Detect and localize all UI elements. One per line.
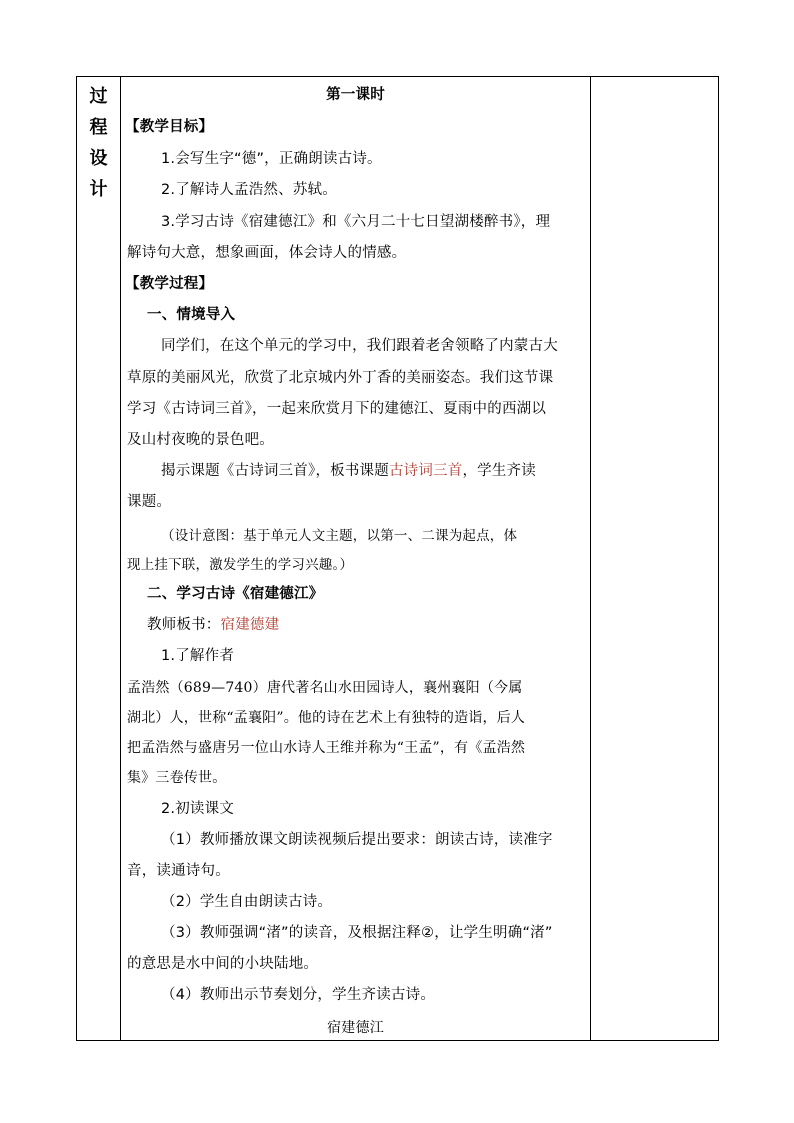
goal-item: 2.了解诗人孟浩然、苏轼。 — [161, 182, 337, 198]
board-red-text: 宿建德建 — [220, 617, 280, 633]
section2-title: 二、学习古诗《宿建德江》 — [147, 586, 324, 602]
reveal-line-2: 课题。 — [127, 494, 172, 510]
read-line: （1）教师播放课文朗读视频后提出要求：朗读古诗，读准字 — [161, 832, 553, 848]
read-line: （3）教师强调“渚”的读音，及根据注释②，让学生明确“渚” — [161, 925, 553, 941]
intro-line: 及山村夜晚的景色吧。 — [127, 432, 274, 448]
reveal-text: 揭示课题《古诗词三首》，板书课题 — [161, 463, 389, 479]
lesson-plan-table — [76, 76, 719, 1041]
read-line: 的意思是水中间的小块陆地。 — [127, 956, 319, 972]
process-heading: 【教学过程】 — [125, 276, 214, 292]
goal-item: 3.学习古诗《宿建德江》和《六月二十七日望湖楼醉书》，理 — [161, 214, 551, 230]
poem-title: 宿建德江 — [327, 1020, 384, 1036]
section1-title: 一、情境导入 — [147, 307, 236, 323]
design-note: （设计意图：基于单元人文主题，以第一、二课为起点，体 — [161, 528, 518, 544]
goals-heading: 【教学目标】 — [125, 119, 214, 135]
intro-line: 学习《古诗词三首》，一起来欣赏月下的建德江、夏雨中的西湖以 — [127, 401, 547, 417]
intro-line: 草原的美丽风光，欣赏了北京城内外丁香的美丽姿态。我们这节课 — [127, 370, 554, 386]
author-line: 湖北）人，世称“孟襄阳”。他的诗在艺术上有独特的造诣，后人 — [127, 710, 526, 726]
read-line: 音，读通诗句。 — [127, 863, 230, 879]
author-line: 孟浩然（689—740）唐代著名山水田园诗人，襄州襄阳（今属 — [127, 680, 523, 696]
author-line: 集》三卷传世。 — [127, 770, 227, 786]
side-label-char: 设 — [89, 148, 108, 169]
goal-item: 解诗句大意，想象画面，体会诗人的情感。 — [127, 245, 407, 261]
author-line: 把孟浩然与盛唐另一位山水诗人王维并称为“王孟”，有《孟浩然 — [127, 740, 526, 756]
side-label-char: 程 — [89, 117, 108, 138]
design-note: 现上挂下联，激发学生的学习兴趣。） — [127, 557, 354, 573]
read-line: （2）学生自由朗读古诗。 — [161, 894, 333, 910]
reveal-red-text: 古诗词三首 — [388, 463, 463, 479]
column-divider — [590, 77, 591, 1040]
reveal-line — [161, 459, 590, 480]
read-heading: 2.初读课文 — [161, 801, 235, 817]
intro-line: 同学们，在这个单元的学习中，我们跟着老舍领略了内蒙古大 — [161, 338, 558, 354]
goal-item: 1.会写生字“德”，正确朗读古诗。 — [161, 151, 382, 167]
lesson-content — [121, 77, 590, 1040]
author-heading: 1.了解作者 — [161, 648, 235, 664]
read-line: （4）教师出示节奏划分，学生齐读古诗。 — [161, 987, 436, 1003]
board-label: 教师板书： — [147, 617, 221, 633]
side-label-char: 计 — [89, 179, 108, 200]
lesson-title: 第一课时 — [326, 87, 385, 103]
reveal-text: ，学生齐读 — [462, 463, 536, 479]
side-label-char: 过 — [89, 86, 108, 107]
board-line — [147, 613, 590, 634]
side-label — [77, 81, 120, 205]
